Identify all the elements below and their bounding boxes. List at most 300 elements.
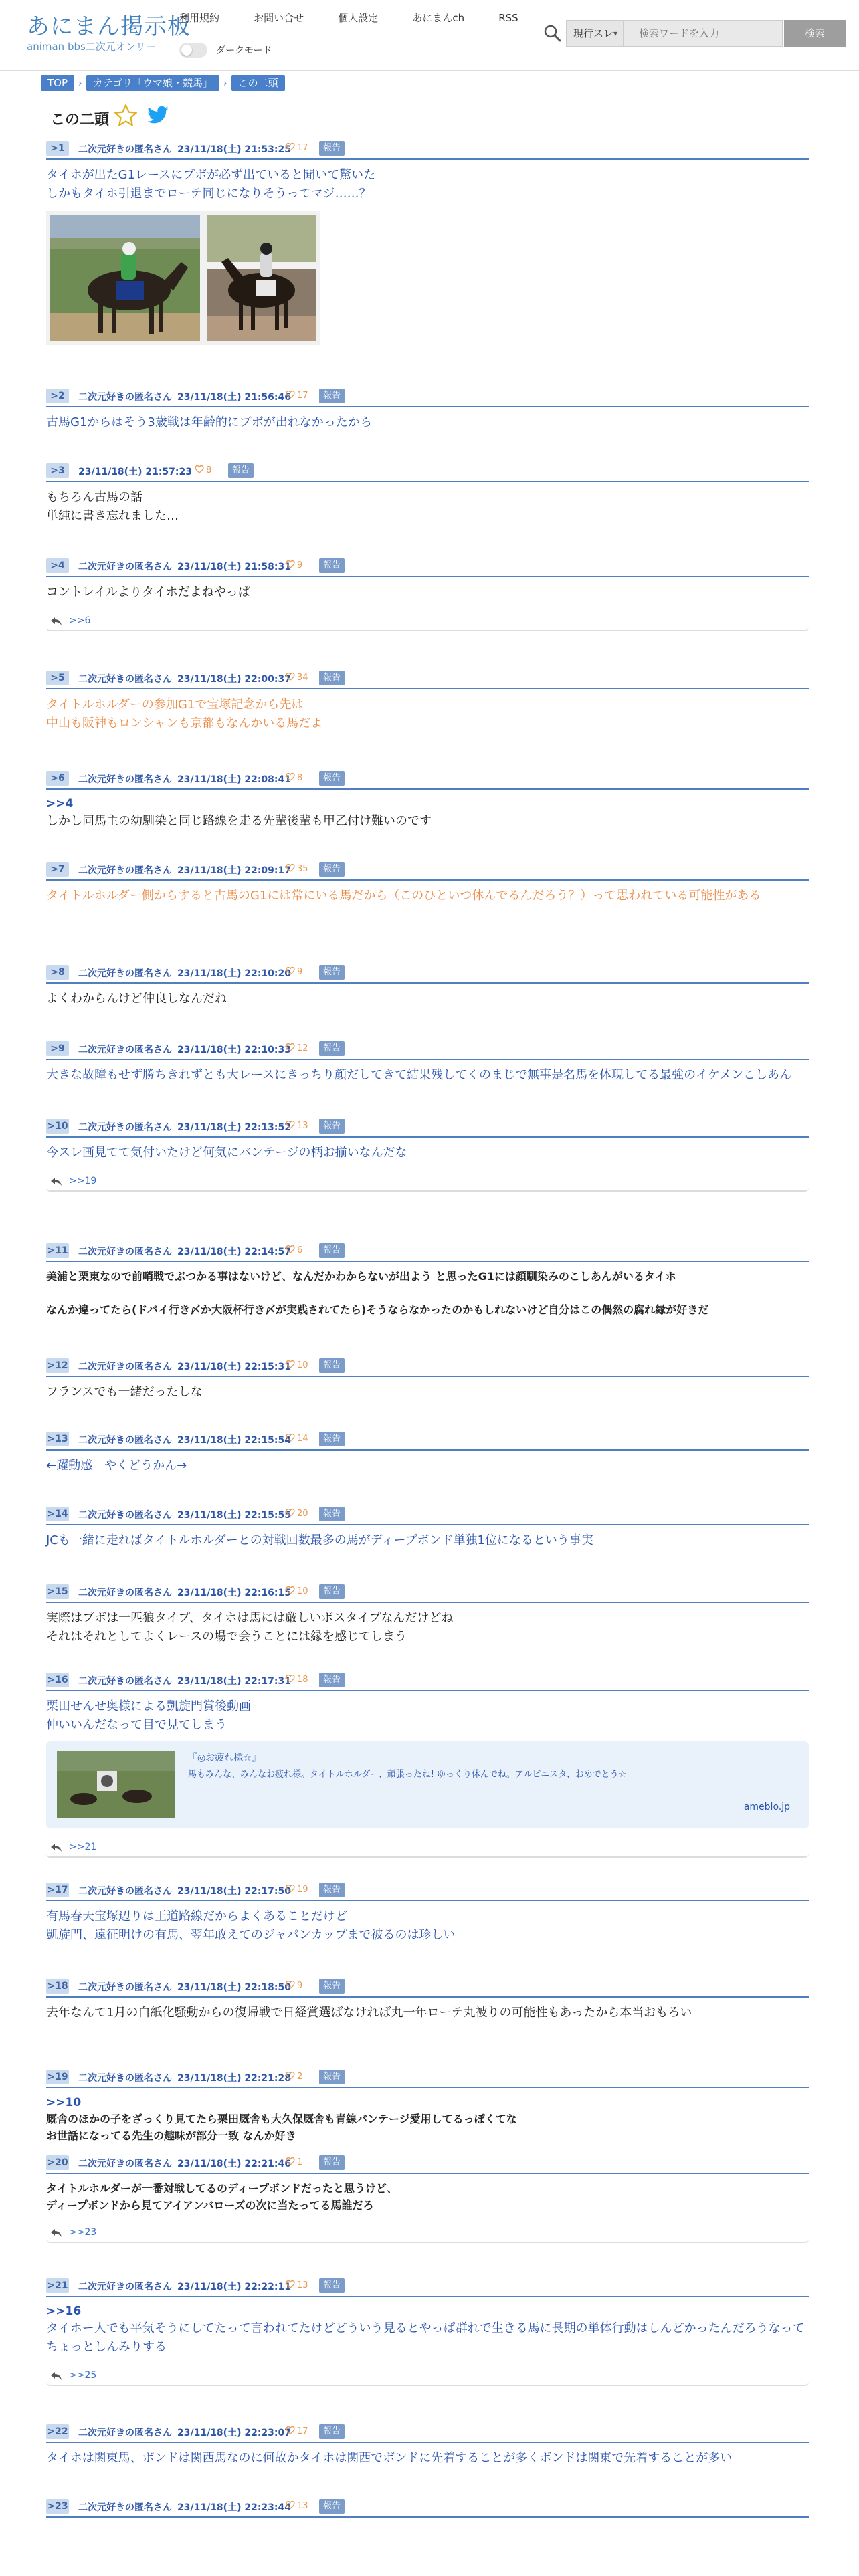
top-nav bbox=[179, 11, 549, 25]
post-header bbox=[46, 1431, 809, 1450]
post-divider bbox=[46, 2442, 809, 2443]
post-header bbox=[46, 388, 809, 407]
post-number[interactable]: >2 bbox=[46, 389, 69, 403]
link-preview-thumbnail bbox=[57, 1751, 175, 1818]
report-button[interactable]: 報告 bbox=[319, 1673, 345, 1687]
reply-arrow-icon bbox=[50, 617, 62, 626]
report-button[interactable]: 報告 bbox=[319, 1358, 345, 1373]
site-title: あにまん掲示板 bbox=[27, 13, 191, 40]
like-button[interactable] bbox=[286, 2500, 308, 2511]
report-button[interactable]: 報告 bbox=[319, 141, 345, 156]
post-number[interactable]: >13 bbox=[46, 1432, 69, 1446]
site-logo[interactable] bbox=[27, 13, 191, 53]
poster-name: 二次元好きの匿名さん bbox=[78, 674, 172, 685]
nav-contact[interactable]: お問い合せ bbox=[254, 12, 304, 24]
post-text-line: ←躍動感 やくどうかん→ bbox=[46, 1459, 187, 1473]
post-text-line: JCも一緒に走ればタイトルホルダーとの対戦回数最多の馬がディープボンド単独1位になるという事実 bbox=[46, 1533, 593, 1547]
heart-icon bbox=[286, 142, 295, 151]
post-header bbox=[46, 1978, 809, 1997]
post-divider bbox=[46, 2173, 809, 2174]
like-button[interactable] bbox=[286, 560, 302, 570]
horse-racing-photos bbox=[50, 215, 316, 341]
poster-name: 二次元好きの匿名さん bbox=[78, 1122, 172, 1133]
post-number[interactable]: >15 bbox=[46, 1584, 69, 1599]
post bbox=[46, 1882, 809, 1945]
like-count: 1 bbox=[297, 2157, 303, 2167]
post-body bbox=[46, 159, 809, 345]
breadcrumb-separator: › bbox=[223, 78, 227, 89]
like-button[interactable] bbox=[286, 2280, 308, 2290]
post-number[interactable]: >8 bbox=[46, 965, 69, 980]
like-button[interactable] bbox=[286, 672, 308, 683]
post-number[interactable]: >1 bbox=[46, 141, 69, 156]
post-date: 23/11/18(土) 22:18:50 bbox=[177, 1982, 291, 1993]
poster-name: 二次元好きの匿名さん bbox=[78, 2428, 172, 2438]
post bbox=[46, 964, 809, 1008]
like-count: 17 bbox=[297, 2426, 308, 2436]
post-text-line: よくわからんけど仲良しなんだね bbox=[46, 992, 227, 1006]
heart-icon bbox=[286, 2426, 295, 2434]
post-body bbox=[46, 2517, 809, 2524]
like-button[interactable] bbox=[286, 966, 302, 977]
post bbox=[46, 2498, 809, 2524]
heart-icon bbox=[286, 672, 295, 681]
post-header bbox=[46, 2278, 809, 2296]
heart-icon bbox=[286, 2500, 295, 2509]
like-count: 17 bbox=[297, 143, 308, 153]
like-button[interactable] bbox=[286, 1433, 308, 1444]
poster-name: 二次元好きの匿名さん bbox=[78, 1435, 172, 1446]
heart-icon bbox=[286, 863, 295, 872]
like-count: 6 bbox=[297, 1245, 303, 1255]
post-number[interactable]: >12 bbox=[46, 1358, 69, 1373]
post-header bbox=[46, 964, 809, 983]
poster-name: 二次元好きの匿名さん bbox=[78, 968, 172, 979]
post bbox=[46, 1243, 809, 1318]
like-count: 34 bbox=[297, 673, 308, 683]
like-button[interactable] bbox=[286, 142, 308, 153]
like-count: 9 bbox=[297, 967, 303, 977]
twitter-share-icon[interactable] bbox=[147, 106, 169, 126]
report-button[interactable]: 報告 bbox=[319, 1119, 345, 1134]
like-button[interactable] bbox=[286, 2071, 302, 2082]
report-button[interactable]: 報告 bbox=[319, 389, 345, 403]
post-number[interactable]: >5 bbox=[46, 671, 69, 685]
reply-link[interactable]: >>19 bbox=[69, 1176, 97, 1186]
post bbox=[46, 1041, 809, 1085]
poster-name: 二次元好きの匿名さん bbox=[78, 2073, 172, 2084]
post-body bbox=[46, 2296, 809, 2357]
post-divider bbox=[46, 2516, 809, 2518]
reply-list bbox=[46, 1840, 809, 1858]
post-divider bbox=[46, 1602, 809, 1603]
post-text-line: 有馬春天宝塚辺りは王道路線だからよくあることだけど bbox=[46, 1909, 347, 1923]
post-body bbox=[46, 481, 809, 526]
breadcrumb-thread[interactable]: この二頭 bbox=[231, 75, 285, 91]
poster-name: 二次元好きの匿名さん bbox=[78, 2502, 172, 2513]
post bbox=[46, 2155, 809, 2243]
post bbox=[46, 1672, 809, 1858]
reply-anchor-link[interactable]: >>4 bbox=[46, 797, 74, 811]
heart-icon bbox=[286, 390, 295, 399]
poster-name: 二次元好きの匿名さん bbox=[78, 1045, 172, 1055]
post-date: 23/11/18(土) 22:15:31 bbox=[177, 1362, 291, 1372]
like-button[interactable] bbox=[286, 1586, 308, 1596]
poster-name: 二次元好きの匿名さん bbox=[78, 1676, 172, 1687]
post-date: 23/11/18(土) 22:00:37 bbox=[177, 674, 291, 685]
nav-terms[interactable]: 利用規約 bbox=[179, 12, 220, 24]
post-divider bbox=[46, 1524, 809, 1525]
like-count: 9 bbox=[297, 1981, 303, 1991]
post-date: 23/11/18(土) 22:16:15 bbox=[177, 1588, 291, 1598]
post-date: 23/11/18(土) 22:15:54 bbox=[177, 1435, 291, 1446]
post-number[interactable]: >11 bbox=[46, 1243, 69, 1258]
post-body bbox=[46, 1376, 809, 1402]
poster-name: 二次元好きの匿名さん bbox=[78, 144, 172, 155]
like-count: 10 bbox=[297, 1360, 308, 1370]
link-preview-card[interactable] bbox=[46, 1741, 809, 1828]
like-button[interactable] bbox=[286, 2426, 308, 2436]
search-input[interactable] bbox=[624, 20, 783, 47]
post-number[interactable]: >18 bbox=[46, 1979, 69, 1994]
like-count: 13 bbox=[297, 1121, 308, 1131]
post bbox=[46, 2069, 809, 2144]
post-body bbox=[46, 2173, 809, 2214]
post-date: 23/11/18(土) 22:13:52 bbox=[177, 1122, 291, 1133]
report-button[interactable]: 報告 bbox=[319, 1584, 345, 1599]
report-button[interactable]: 報告 bbox=[228, 463, 254, 478]
report-button[interactable]: 報告 bbox=[319, 1979, 345, 1994]
post-divider bbox=[46, 1900, 809, 1901]
post bbox=[46, 2278, 809, 2386]
report-button[interactable]: 報告 bbox=[319, 2155, 345, 2170]
post-body bbox=[46, 1525, 809, 1550]
post-text-line: タイトルホルダーの参加G1で宝塚記念から先は bbox=[46, 697, 304, 712]
post-date: 23/11/18(土) 21:56:46 bbox=[177, 392, 291, 403]
site-header bbox=[0, 0, 859, 71]
post-body bbox=[46, 789, 809, 831]
post-date: 23/11/18(土) 21:57:23 bbox=[78, 467, 192, 477]
heart-icon bbox=[286, 1980, 295, 1989]
dark-mode-toggle[interactable] bbox=[179, 43, 272, 58]
post-text-line: タイトルホルダーが一番対戦してるのディープボンドだったと思うけど、 bbox=[46, 2182, 397, 2195]
post-header bbox=[46, 2424, 809, 2442]
toggle-knob bbox=[181, 45, 192, 56]
post-body bbox=[46, 1261, 809, 1318]
post bbox=[46, 558, 809, 631]
report-button[interactable]: 報告 bbox=[319, 771, 345, 786]
report-button[interactable]: 報告 bbox=[319, 1041, 345, 1056]
toggle-switch[interactable] bbox=[179, 43, 207, 58]
post-header bbox=[46, 2155, 809, 2173]
post-body bbox=[46, 1691, 809, 1828]
post-divider bbox=[46, 1059, 809, 1060]
like-button[interactable] bbox=[286, 1980, 302, 1991]
reply-link[interactable]: >>23 bbox=[69, 2227, 97, 2238]
reply-arrow-icon bbox=[50, 2228, 62, 2238]
post-header bbox=[46, 558, 809, 576]
post-divider bbox=[46, 982, 809, 984]
post-text-line: 栗田せんせ奥様による凱旋門賞後動画 bbox=[46, 1699, 251, 1713]
like-button[interactable] bbox=[286, 390, 308, 401]
post-text-line: 大きな故障もせず勝ちきれずとも大レースにきっちり顔だしてきて結果残してくのまじで無事是名馬を体現してる最強のイケメンこしあん bbox=[46, 1068, 792, 1082]
post-header bbox=[46, 1506, 809, 1525]
post bbox=[46, 2424, 809, 2468]
post-date: 23/11/18(土) 22:10:20 bbox=[177, 968, 291, 979]
post-date: 23/11/18(土) 22:10:33 bbox=[177, 1045, 291, 1055]
poster-name: 二次元好きの匿名さん bbox=[78, 1510, 172, 1521]
report-button[interactable]: 報告 bbox=[319, 671, 345, 685]
like-button[interactable] bbox=[286, 2157, 302, 2167]
post-number[interactable]: >4 bbox=[46, 558, 69, 573]
post-number[interactable]: >17 bbox=[46, 1883, 69, 1897]
post-date: 23/11/18(土) 22:21:28 bbox=[177, 2073, 291, 2084]
poster-name: 二次元好きの匿名さん bbox=[78, 562, 172, 572]
post-number[interactable]: >20 bbox=[46, 2155, 69, 2170]
report-button[interactable]: 報告 bbox=[319, 2278, 345, 2293]
like-button[interactable] bbox=[195, 465, 211, 475]
breadcrumb bbox=[41, 75, 289, 91]
breadcrumb-top[interactable]: TOP bbox=[41, 75, 74, 91]
post-divider bbox=[46, 1376, 809, 1377]
post-text-line: もちろん古馬の話 bbox=[46, 490, 142, 504]
post bbox=[46, 1358, 809, 1402]
post-divider bbox=[46, 158, 809, 160]
post-body bbox=[46, 1450, 809, 1475]
heart-icon bbox=[286, 1586, 295, 1594]
poster-name: 二次元好きの匿名さん bbox=[78, 1362, 172, 1372]
poster-name: 二次元好きの匿名さん bbox=[78, 1588, 172, 1598]
post-date: 23/11/18(土) 22:21:46 bbox=[177, 2159, 291, 2169]
search-button[interactable]: 検索 bbox=[784, 20, 846, 47]
post-number[interactable]: >10 bbox=[46, 1119, 69, 1134]
like-count: 10 bbox=[297, 1586, 308, 1596]
heart-icon bbox=[286, 966, 295, 975]
post-date: 23/11/18(土) 22:14:57 bbox=[177, 1247, 291, 1257]
post bbox=[46, 1506, 809, 1550]
report-button[interactable]: 報告 bbox=[319, 2424, 345, 2439]
post-date: 23/11/18(土) 22:22:11 bbox=[177, 2282, 291, 2292]
reply-arrow-icon bbox=[50, 1843, 62, 1852]
post-header bbox=[46, 770, 809, 789]
like-count: 19 bbox=[297, 1885, 308, 1895]
reply-list bbox=[46, 1174, 809, 1192]
post-body bbox=[46, 1602, 809, 1646]
heart-icon bbox=[286, 560, 295, 568]
heart-icon bbox=[195, 465, 204, 473]
post-date: 23/11/18(土) 22:17:31 bbox=[177, 1676, 291, 1687]
post-header bbox=[46, 1358, 809, 1376]
post-body bbox=[46, 1137, 809, 1162]
post bbox=[46, 670, 809, 733]
post-header bbox=[46, 140, 809, 159]
post-number[interactable]: >6 bbox=[46, 771, 69, 786]
breadcrumb-category[interactable]: カテゴリ「ウマ娘・競馬」 bbox=[86, 75, 219, 91]
like-button[interactable] bbox=[286, 1245, 302, 1255]
report-button[interactable]: 報告 bbox=[319, 1243, 345, 1258]
post-text-line: ちょっとしんみりする bbox=[46, 2340, 167, 2354]
heart-icon bbox=[286, 2071, 295, 2080]
post-divider bbox=[46, 1136, 809, 1138]
post-body bbox=[46, 1901, 809, 1945]
post-text-line: 古馬G1からはそう3歳戦は年齢的にブボが出れなかったから bbox=[46, 415, 372, 429]
post-header bbox=[46, 1243, 809, 1261]
post-date: 23/11/18(土) 22:17:50 bbox=[177, 1886, 291, 1897]
post-image-group[interactable] bbox=[46, 211, 320, 345]
reply-anchor-link[interactable]: >>16 bbox=[46, 2304, 82, 2318]
like-count: 9 bbox=[297, 560, 303, 570]
link-preview-domain: ameblo.jp bbox=[743, 1802, 790, 1812]
post-date: 23/11/18(土) 22:23:07 bbox=[177, 2428, 291, 2438]
reply-list bbox=[46, 2369, 809, 2386]
post-text-line: タイホー人でも平気そうにしてたって言われてたけどどういう見るとやっぱ群れで生きる馬に長期の単体行動はしんどかったんだろうなって bbox=[46, 2321, 805, 2335]
post-header bbox=[46, 463, 809, 481]
post-text-line: フランスでも一緒だったしな bbox=[46, 1385, 203, 1399]
post-number[interactable]: >21 bbox=[46, 2278, 69, 2293]
heart-icon bbox=[286, 772, 295, 781]
like-button[interactable] bbox=[286, 1674, 308, 1685]
dark-mode-label: ダークモード bbox=[216, 45, 272, 56]
post-number[interactable]: >16 bbox=[46, 1673, 69, 1687]
search-scope-select[interactable]: 現行スレ ▾ bbox=[566, 20, 624, 47]
post bbox=[46, 861, 809, 905]
post-body bbox=[46, 1997, 809, 2022]
post-divider bbox=[46, 406, 809, 407]
post-header bbox=[46, 1882, 809, 1901]
post-date: 23/11/18(土) 22:09:17 bbox=[177, 865, 291, 876]
post-text-line: タイホが出たG1レースにブボが必ず出ていると聞いて驚いた bbox=[46, 168, 376, 182]
like-count: 2 bbox=[297, 2072, 303, 2082]
report-button[interactable]: 報告 bbox=[319, 965, 345, 980]
post-text-line: 美浦と栗東なので前哨戦でぶつかる事はないけど、なんだかわからないが出よう と思ったG1には顔馴染みのこしあんがいるタイホ bbox=[46, 1270, 676, 1283]
report-button[interactable]: 報告 bbox=[319, 1507, 345, 1521]
reply-list bbox=[46, 614, 809, 631]
like-count: 14 bbox=[297, 1434, 308, 1444]
post-number[interactable]: >3 bbox=[46, 463, 69, 478]
reply-link[interactable]: >>21 bbox=[69, 1842, 97, 1852]
post-number[interactable]: >22 bbox=[46, 2424, 69, 2439]
reply-link[interactable]: >>25 bbox=[69, 2370, 97, 2381]
link-preview-description: 馬もみんな、みんなお疲れ様。タイトルホルダー、頑張ったね! ゆっくり休んでね。アルビニスタ、おめでとう☆ bbox=[188, 1769, 627, 1780]
post-header bbox=[46, 2498, 809, 2517]
post-text-line: タイトルホルダー側からすると古馬のG1には常にいる馬だから（このひといつ休んでるんだろう？）って思われている可能性がある bbox=[46, 889, 761, 903]
like-button[interactable] bbox=[286, 1508, 308, 1519]
like-count: 12 bbox=[297, 1043, 308, 1053]
heart-icon bbox=[286, 1433, 295, 1442]
post-text-line: 実際はブボは一匹狼タイプ、タイホは馬には厳しいボスタイプなんだけどね bbox=[46, 1611, 454, 1625]
post-divider bbox=[46, 2296, 809, 2297]
heart-icon bbox=[286, 1120, 295, 1129]
like-button[interactable] bbox=[286, 1360, 308, 1370]
like-count: 18 bbox=[297, 1675, 308, 1685]
like-button[interactable] bbox=[286, 1884, 308, 1895]
post-body bbox=[46, 983, 809, 1008]
post-text-line: それはそれとしてよくレースの場で会うことには縁を感じてしまう bbox=[46, 1630, 407, 1644]
post-header bbox=[46, 861, 809, 880]
post bbox=[46, 1431, 809, 1475]
post-text-line: タイホは関東馬、ボンドは関西馬なのに何故かタイホは関西でボンドに先着することが多くボンドは関東で先着することが多い bbox=[46, 2451, 733, 2465]
report-button[interactable]: 報告 bbox=[319, 558, 345, 573]
post-date: 23/11/18(土) 22:23:44 bbox=[177, 2502, 291, 2513]
like-button[interactable] bbox=[286, 1120, 308, 1131]
reply-arrow-icon bbox=[50, 1177, 62, 1186]
report-button[interactable]: 報告 bbox=[319, 2499, 345, 2514]
post bbox=[46, 388, 809, 432]
poster-name: 二次元好きの匿名さん bbox=[78, 865, 172, 876]
like-count: 20 bbox=[297, 1509, 308, 1519]
post-text-line bbox=[46, 1285, 809, 1301]
search-bar bbox=[543, 20, 846, 47]
poster-name: 二次元好きの匿名さん bbox=[78, 2159, 172, 2169]
post-header bbox=[46, 1041, 809, 1059]
post-number[interactable]: >9 bbox=[46, 1041, 69, 1056]
post-text-line: コントレイルよりタイホだよねやっぱ bbox=[46, 585, 250, 599]
post bbox=[46, 1584, 809, 1646]
thread-title: この二頭 bbox=[50, 112, 110, 128]
search-icon[interactable] bbox=[543, 24, 562, 43]
nav-settings[interactable]: 個人設定 bbox=[338, 12, 379, 24]
site-subtitle: animan bbs二次元オンリー bbox=[27, 41, 156, 53]
heart-icon bbox=[286, 2280, 295, 2288]
post-divider bbox=[46, 1996, 809, 1998]
like-count: 35 bbox=[297, 864, 308, 874]
post-number[interactable]: >7 bbox=[46, 862, 69, 877]
report-button[interactable]: 報告 bbox=[319, 1432, 345, 1446]
like-count: 8 bbox=[206, 465, 212, 475]
report-button[interactable]: 報告 bbox=[319, 2070, 345, 2084]
post-body bbox=[46, 2088, 809, 2144]
post-text-line: 単純に書き忘れました… bbox=[46, 509, 179, 523]
post-text-line: 凱旋門、遠征明けの有馬、翌年敢えてのジャパンカップまで被るのは珍しい bbox=[46, 1928, 456, 1942]
report-button[interactable]: 報告 bbox=[319, 862, 345, 877]
poster-name: 二次元好きの匿名さん bbox=[78, 1886, 172, 1897]
like-count: 13 bbox=[297, 2501, 308, 2511]
post-body bbox=[46, 1059, 809, 1085]
post-divider bbox=[46, 2087, 809, 2088]
nav-animanch[interactable]: あにまんch bbox=[412, 12, 465, 24]
post-number[interactable]: >23 bbox=[46, 2499, 69, 2514]
poster-name: 二次元好きの匿名さん bbox=[78, 2282, 172, 2292]
post bbox=[46, 1978, 809, 2022]
post-divider bbox=[46, 481, 809, 482]
post bbox=[46, 1118, 809, 1192]
post-number[interactable]: >14 bbox=[46, 1507, 69, 1521]
post-body bbox=[46, 689, 809, 733]
reply-anchor-link[interactable]: >>10 bbox=[46, 2096, 82, 2109]
like-button[interactable] bbox=[286, 772, 302, 783]
post-body bbox=[46, 576, 809, 602]
nav-rss[interactable]: RSS bbox=[498, 12, 518, 24]
post-header bbox=[46, 2069, 809, 2088]
post-number[interactable]: >19 bbox=[46, 2070, 69, 2084]
reply-link[interactable]: >>6 bbox=[69, 615, 91, 626]
report-button[interactable]: 報告 bbox=[319, 1883, 345, 1897]
post-text-line: しかし同馬主の幼馴染と同じ路線を走る先輩後輩も甲乙付け難いのです bbox=[46, 814, 432, 828]
heart-icon bbox=[286, 1043, 295, 1051]
like-button[interactable] bbox=[286, 1043, 308, 1053]
link-preview-title: 『◎お疲れ様☆』 bbox=[188, 1753, 261, 1763]
like-button[interactable] bbox=[286, 863, 308, 874]
post-date: 23/11/18(土) 21:53:25 bbox=[177, 144, 291, 155]
heart-icon bbox=[286, 1884, 295, 1893]
favorite-star-icon[interactable] bbox=[113, 103, 138, 128]
post-divider bbox=[46, 688, 809, 689]
like-count: 17 bbox=[297, 391, 308, 401]
poster-name: 二次元好きの匿名さん bbox=[78, 1247, 172, 1257]
post-divider bbox=[46, 1690, 809, 1691]
post-text-line: 今スレ画見てて気付いたけど何気にバンテージの柄お揃いなんだな bbox=[46, 1146, 407, 1160]
post-divider bbox=[46, 1449, 809, 1451]
